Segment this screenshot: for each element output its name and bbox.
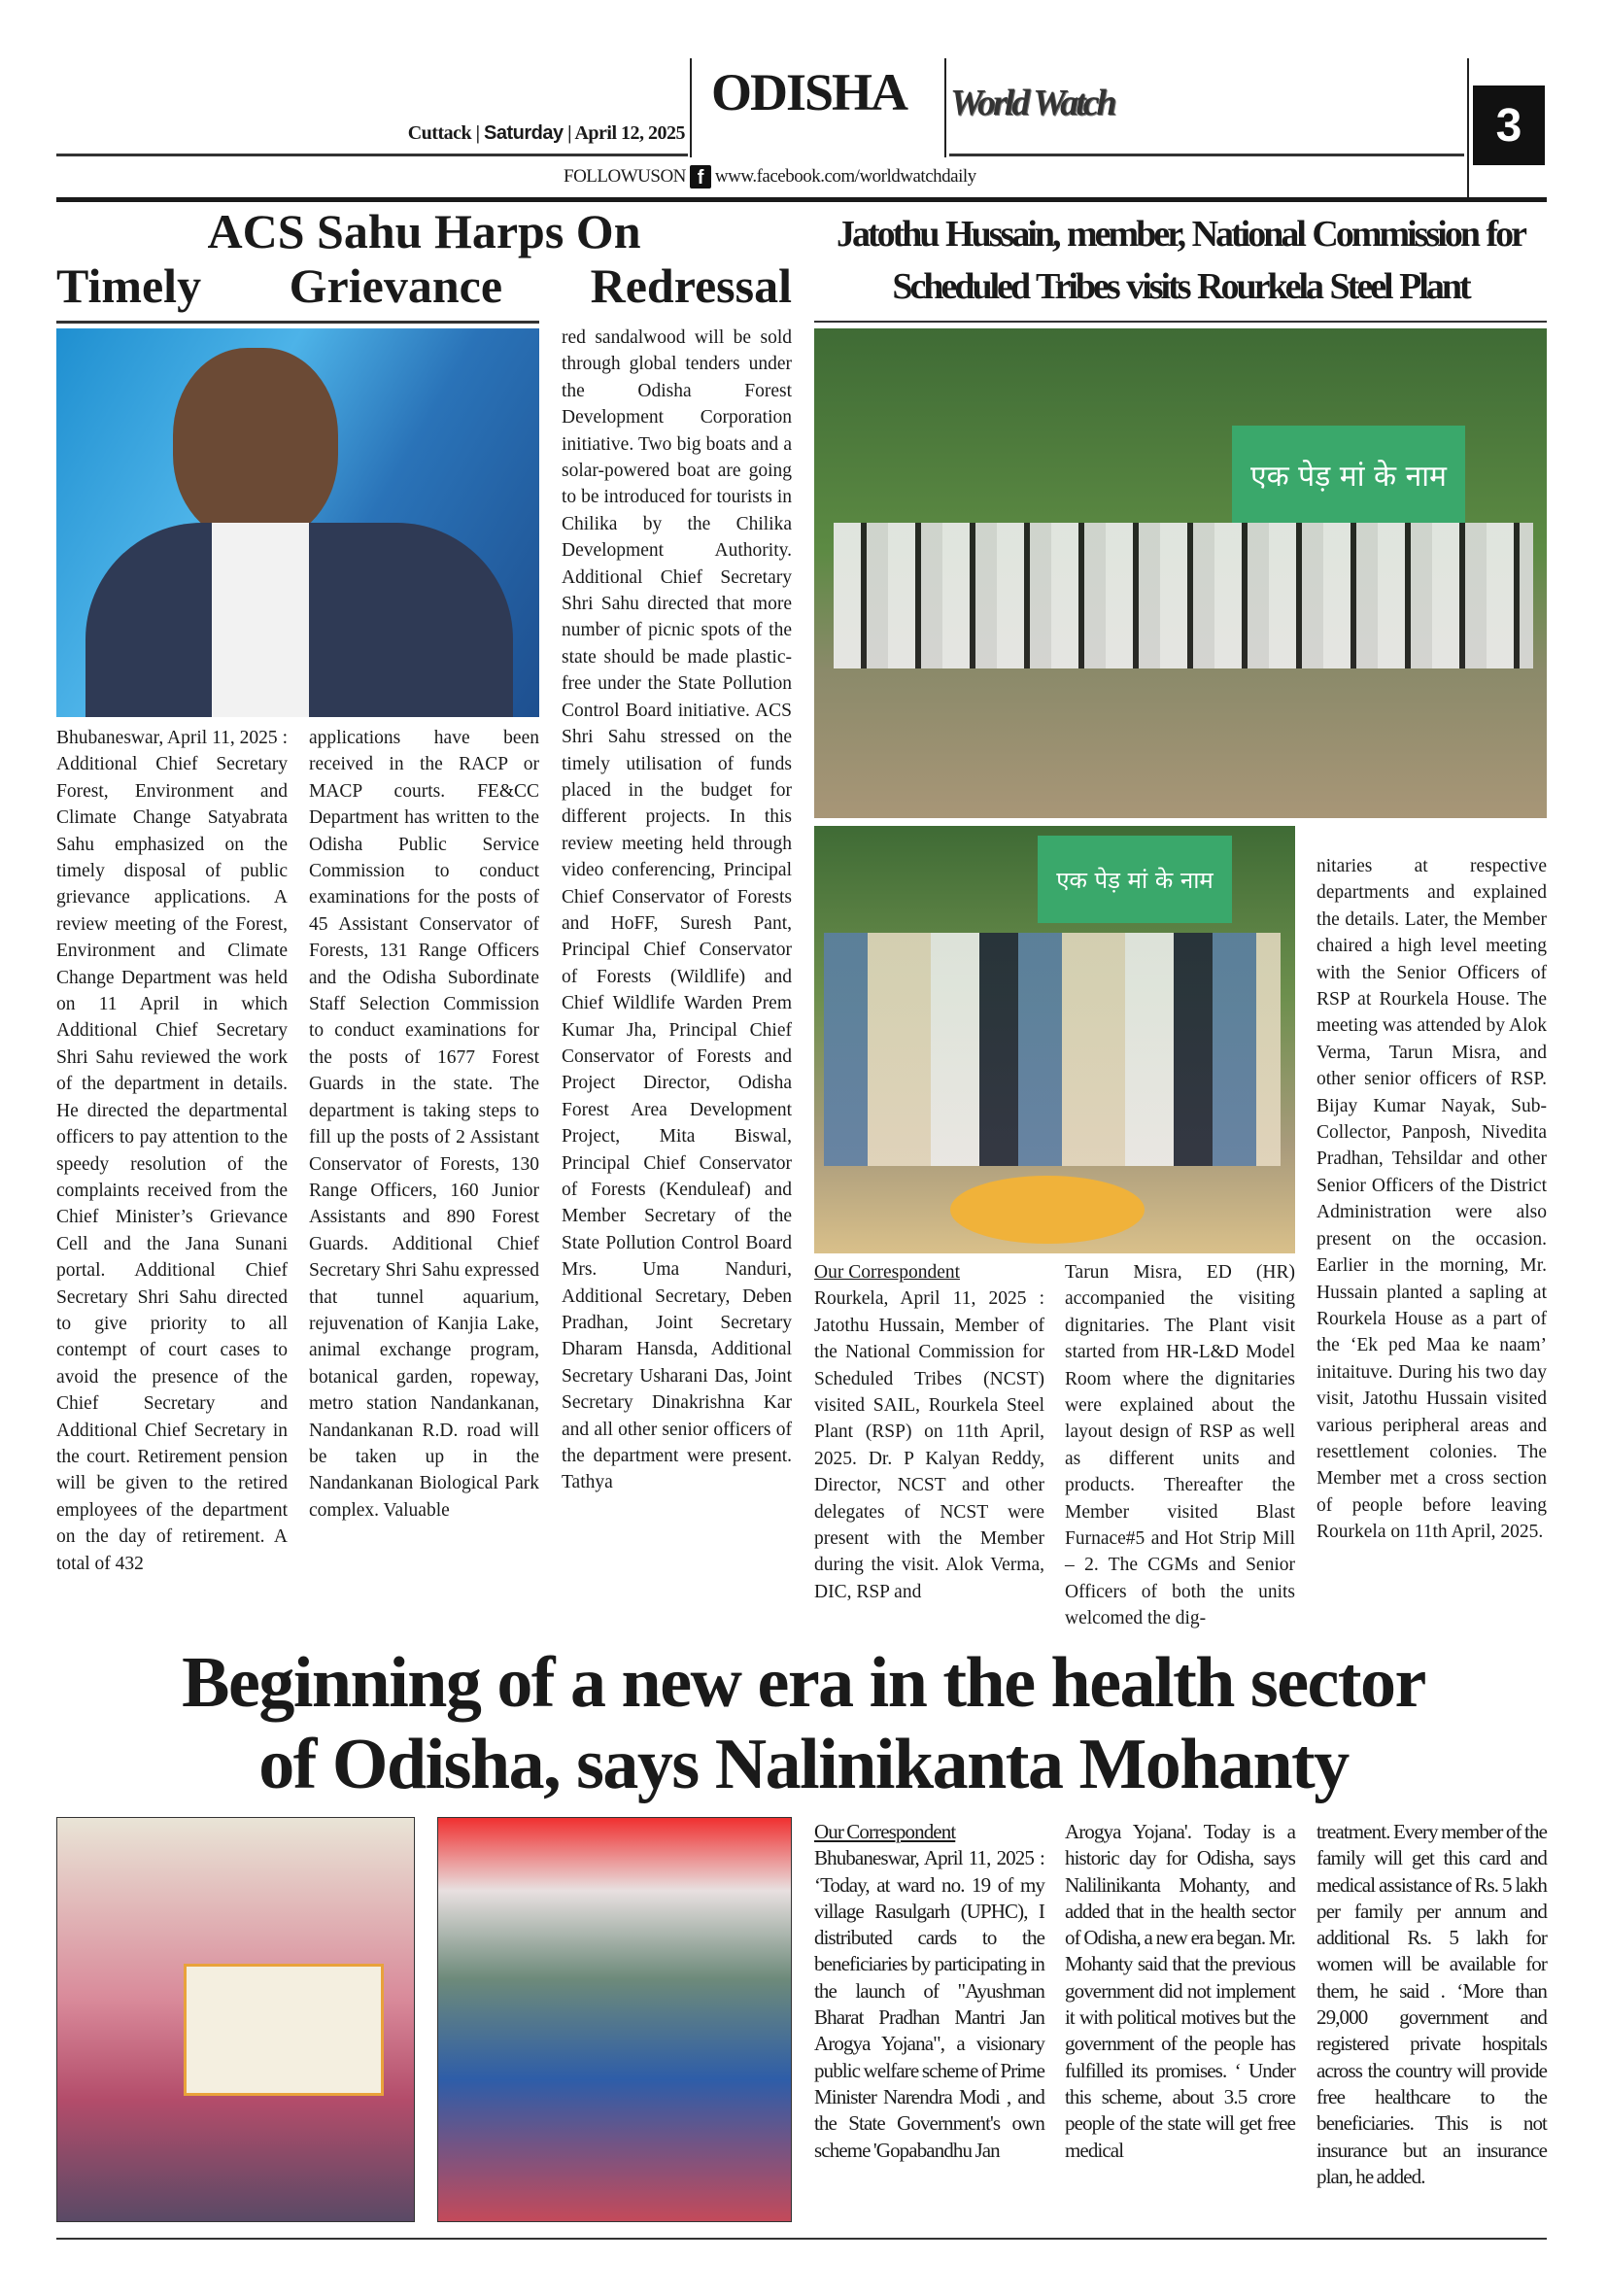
officials xyxy=(824,933,1281,1166)
masthead-rule xyxy=(949,154,1464,156)
campaign-banner: एक पेड़ मां के नाम xyxy=(1232,426,1465,523)
health-byline: Our Correspondent xyxy=(814,1820,956,1843)
city: Cuttack xyxy=(407,122,472,144)
acs-col3: red sandalwood will be sold through global tenders under the Odisha Forest Development Corporation initiative. Two big boats and a solar-powered boat are going to be introduced for tourists in Chilika by the Chilika Development Authority. Additional Chief Secretary Shri Sahu directed that more number of picnic spots of the state should be made plastic-free under the State Pollution Control Board initiative. ACS Shri Sahu stressed on the timely utilisation of funds placed in the budget for different projects. In this review meeting held through video conferencing, Principal Chief Conservator of Forests and HoFF, Suresh Pant, Principal Chief Conservator of Forests (Wildlife) and Chief Wildlife Warden Prem Kumar Jha, Principal Chief Conservator of Forests and Project Director, Odisha Forest Area Development Project, Mita Biswal, Principal Chief Conservator of Forests (Kenduleaf) and Member Secretary of the State Pollution Control Board Mrs. Uma Nanduri, Additional Secretary, Deben Pradhan, Joint Secretary Dharam Hansda, Additional Secretary Usharani Das, Joint Secretary Dinakrishna Kar and all other senior officers of the department were present. Tathya xyxy=(562,327,792,1493)
acs-col2: applications have been received in the RACP or MACP courts. FE&CC Department has written to the Odisha Public Service Commission to conduct examinations for the posts of 45 Assistant Conservator of Forests, 131 Range Officers and the Odisha Subordinate Staff Selection Commission to conduct examinations for the posts of 1677 Forest Guards in the state. The department is taking steps to fill up the posts of 2 Assistant Conservator of Forests, 130 Range Officers, 160 Junior Assistants and 890 Forest Guards. Additional Chief Secretary Shri Sahu expressed that tunnel aquarium, rejuvenation of Kanjia Lake, animal exchange program, botanical garden, ropeway, metro station Nandankanan, Nandankanan R.D. road will be taken up in the Nandankanan Biological Park complex. Valuable xyxy=(309,728,539,1521)
campaign-banner: एक पेड़ मां के नाम xyxy=(1038,836,1232,923)
masthead-divider xyxy=(690,58,692,157)
follow-label: FOLLOWUSON xyxy=(564,166,686,187)
health-col3: treatment. Every member of the family will get this card and medical assistance of Rs. 5 lakh per family per annum and additional Rs. 5 lakh for women will be available for them, he said . ‘More than 29,000 government and registered private hospitals across the country will provide free healthcare to the beneficiaries. This is not insurance but an insurance plan, he added. xyxy=(1316,1820,1547,2188)
facebook-link[interactable]: www.facebook.com/worldwatchdaily xyxy=(714,166,976,187)
newspaper-logo: World Watch xyxy=(950,83,1114,123)
health-headline-line2: of Odisha, says Nalinikanta Mohanty xyxy=(258,1725,1349,1804)
dateline: Cuttack | Saturday | April 12, 2025 xyxy=(407,122,685,144)
headline-rule xyxy=(56,321,539,324)
section-title: ODISHA xyxy=(711,63,907,121)
weekday: Saturday xyxy=(484,122,564,144)
headline-rule xyxy=(814,321,1547,323)
facebook-icon: f xyxy=(690,165,711,188)
health-headline-line1: Beginning of a new era in the health sector xyxy=(182,1643,1425,1723)
sapling-planting-photo xyxy=(814,826,1295,1253)
date: April 12, 2025 xyxy=(574,122,685,144)
ncst-col3: nitaries at respective departments and explained the details. Later, the Member chaired a high level meeting with the Senior Officers of RSP at Rourkela House. The meeting was attended by Alok Verma, Tarun Misra, and other senior officers of RSP. Bijay Kumar Nayak, Sub-Collector, Panposh, Nivedita Pradhan, Tehsildar and other Senior Officers of the District Administration were also present on the occasion. Earlier in the morning, Mr. Hussain planted a sapling at Rourkela House as a part of the ‘Ek ped Maa ke naam’ initaituve. During his two day visit, Jatothu Hussain visited various peripheral areas and resettlement colonies. The Member met a cross section of people before leaving Rourkela on 11th April, 2025. xyxy=(1316,856,1547,1543)
masthead-divider xyxy=(1467,58,1469,198)
ncst-headline-line1: Jatothu Hussain, member, National Commission for xyxy=(836,214,1525,255)
group-of-people xyxy=(834,523,1533,668)
health-col2: Arogya Yojana'. Today is a historic day for Odisha, says Nalilinikanta Mohanty, and added that in the health sector of Odisha, a new era began. Mr. Mohanty said that the previous government did not implement it with political motives but the government of the people has fulfilled its promises. ‘ Under this scheme, about 3.5 crore people of the state will get free medical xyxy=(1065,1820,1295,2162)
card-distribution-photo xyxy=(56,1817,415,2222)
health-headline xyxy=(39,1642,1568,1805)
masthead-rule xyxy=(56,154,688,156)
page-number: 3 xyxy=(1473,86,1545,165)
ncst-col1-text: Rourkela, April 11, 2025 : Jatothu Hussain, Member of the National Commission for Scheduled Tribes (NCST) visited SAIL, Rourkela Steel Plant (RSP) on 11th April, 2025. Dr. P Kalyan Reddy, Director, NCST and other delegates of NCST were present with the Member during the visit. Alok Verma, DIC, RSP and xyxy=(814,1288,1044,1602)
ncst-col2: Tarun Misra, ED (HR) accompanied the visiting dignitaries. The Plant visit started from HR-L&D Model Room where the dignitaries were explained about the layout design of RSP as well as different units and products. Thereafter the Member visited Blast Furnace#5 and Hot Strip Mill – 2. The CGMs and Senior Officers of both the units welcomed the dig- xyxy=(1065,1262,1295,1629)
acs-headline-line2: Timely Grievance Redressal xyxy=(56,258,792,313)
acs-headline xyxy=(56,204,792,313)
person-head xyxy=(173,348,338,542)
ncst-byline: Our Correspondent xyxy=(814,1262,961,1283)
bottom-rule xyxy=(56,2238,1547,2240)
ncst-headline xyxy=(816,208,1545,313)
ncst-group-photo xyxy=(814,328,1547,818)
health-col1 xyxy=(814,1819,1044,2164)
acs-col1: Bhubaneswar, April 11, 2025 : Additional Chief Secretary Forest, Environment and Climate Change Satyabrata Sahu emphasized on the timely disposal of public grievance applications. A review meeting of the Forest, Environment and Climate Change Department was held on 11 April in which Additional Chief Secretary Shri Sahu reviewed the work of the department in details. He directed the departmental officers to pay attention to the speedy resolution of the complaints received from the Chief Minister’s Grievance Cell and the Jana Sunani portal. Additional Chief Secretary Shri Sahu directed to give priority to all contempt of court cases to avoid the presence of the Chief Secretary and Additional Chief Secretary in the court. Retirement pension will be given to the retired employees of the department on the day of retirement. A total of 432 xyxy=(56,728,288,1574)
follow-us xyxy=(564,165,1108,188)
flower-decoration xyxy=(950,1176,1145,1244)
health-card xyxy=(184,1964,384,2096)
acs-headline-line1: ACS Sahu Harps On xyxy=(207,204,641,258)
beneficiaries-group-photo xyxy=(437,1817,792,2222)
top-rule xyxy=(56,197,1547,202)
health-col1-text: Bhubaneswar, April 11, 2025 : ‘Today, at ward no. 19 of my village Rasulgarh (UPHC), I distributed cards to the beneficiaries by participating in the launch of "Ayushman Bharat Pradhan Mantri Jan Arogya Yojana", a visionary public welfare scheme of Prime Minister Narendra Modi , and the State Government's own scheme 'Gopabandhu Jan xyxy=(814,1846,1044,2162)
ncst-headline-line2: Scheduled Tribes visits Rourkela Steel Plant xyxy=(892,266,1469,307)
ncst-col1 xyxy=(814,1259,1044,1605)
masthead-divider xyxy=(944,58,946,157)
acs-sahu-photo xyxy=(56,328,539,717)
person-shirt xyxy=(212,523,309,717)
